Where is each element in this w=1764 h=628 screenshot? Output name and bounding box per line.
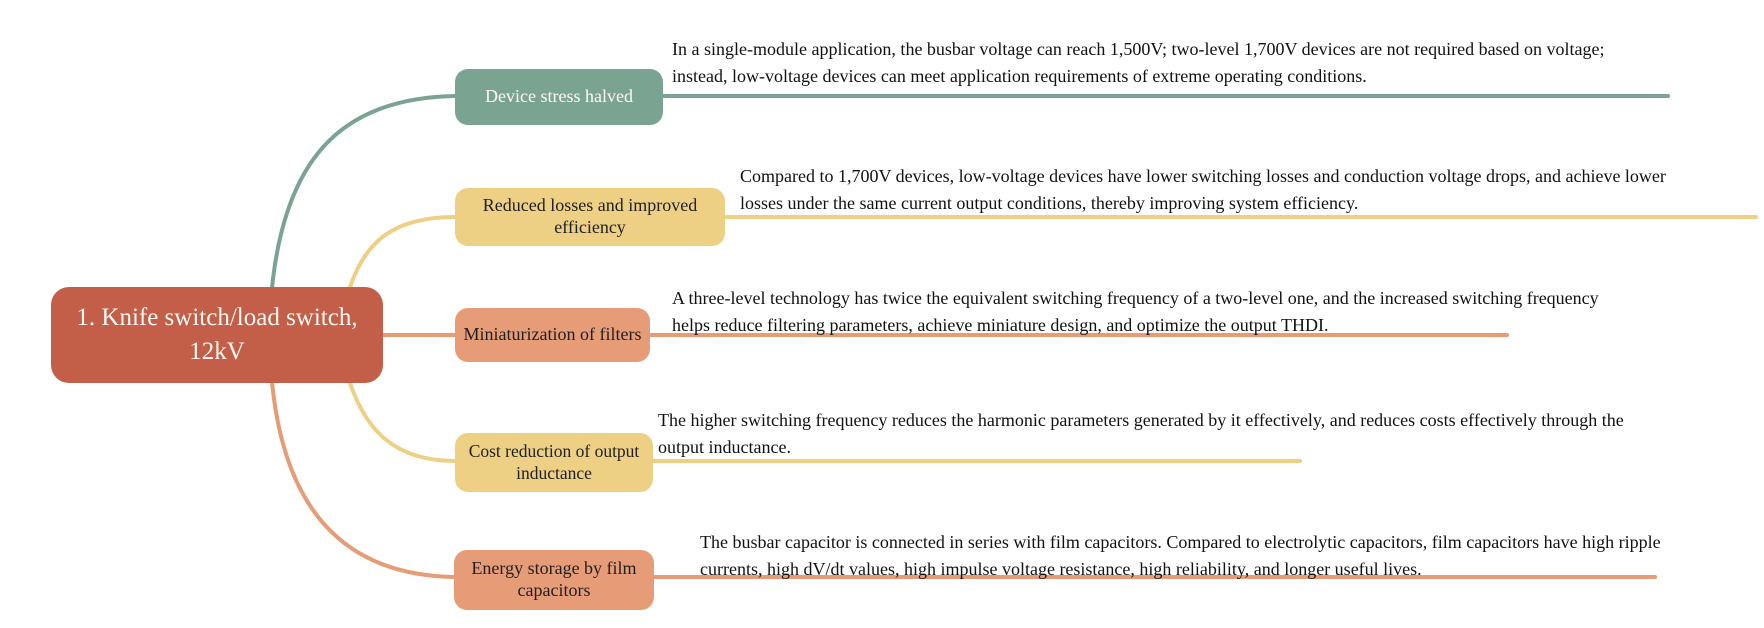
branch-node-device-stress <box>455 69 663 125</box>
branch-description-energy-storage: The busbar capacitor is connected in series with film capacitors. Compared to electrolytic capacitors, film capacitors have high ripple currents, high dV/dt values, high impulse voltage resistance, high reliability, and longer useful lives. <box>700 532 1661 579</box>
branch-description-reduced-losses: Compared to 1,700V devices, low-voltage devices have lower switching losses and conduction voltage drops, and achieve lower losses under the same current output conditions, thereby improving system efficiency. <box>740 166 1666 213</box>
branch-node-label: Cost reduction of output inductance <box>468 441 640 483</box>
branch-description-miniaturization: A three-level technology has twice the equivalent switching frequency of a two-level one, and the increased switching frequency helps reduce filtering parameters, achieve miniature design, and optimize the output THDI. <box>672 288 1599 335</box>
branch-node-miniaturization <box>455 308 650 362</box>
branch-node-reduced-losses <box>455 188 725 246</box>
root-node <box>51 287 383 383</box>
root-node-label: 1. Knife switch/load switch, 12kV <box>76 304 358 365</box>
branch-node-label: Reduced losses and improved efficiency <box>482 195 698 237</box>
branch-description-cost-reduction: The higher switching frequency reduces the harmonic parameters generated by it effectively, and reduces costs effectively through the output inductance. <box>658 410 1624 457</box>
branch-node-label: Energy storage by film capacitors <box>471 558 637 600</box>
branch-node-label: Miniaturization of filters <box>463 324 642 345</box>
branch-node-label: Device stress halved <box>485 86 633 107</box>
branch-node-energy-storage <box>454 550 654 610</box>
branch-node-cost-reduction <box>455 433 653 492</box>
branch-description-device-stress: In a single-module application, the busbar voltage can reach 1,500V; two-level 1,700V devices are not required based on voltage; instead, low-voltage devices can meet application requirements of extreme operating conditions. <box>672 39 1605 86</box>
